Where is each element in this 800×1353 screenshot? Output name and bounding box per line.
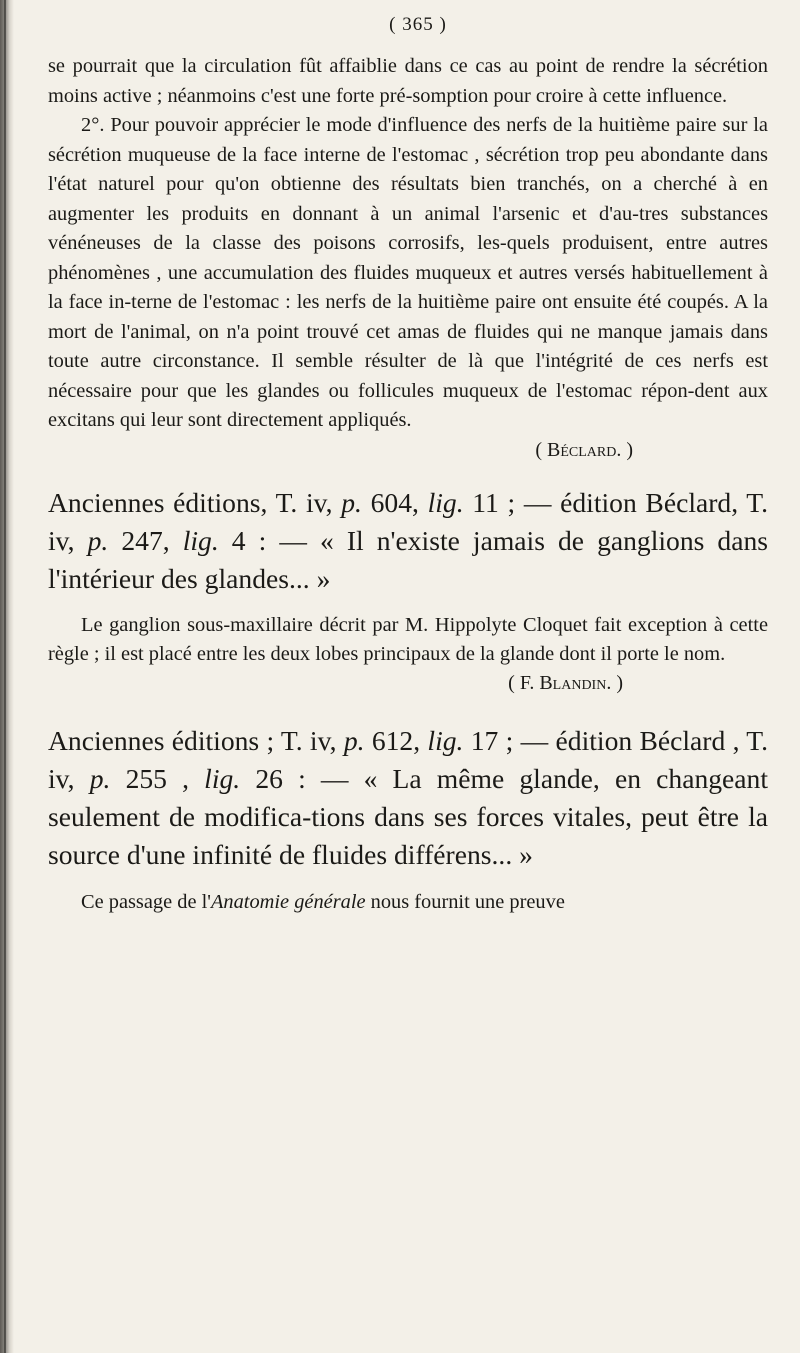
line-abbr-4: lig. <box>204 762 241 794</box>
page-number: ( 365 ) <box>389 14 447 35</box>
page-abbr-4: p. <box>89 762 111 794</box>
page-value: 604, <box>361 486 428 518</box>
quote-text-2: 26 : — « La même glande, en changeant seulement de modifica-tions dans ses forces vitales, peut être la source d'une infinité de fluides différens... » <box>48 762 769 870</box>
paragraph-continuation: se pourrait que la circulation fût affaiblie dans ce cas au point de rendre la sécrétion moins active ; néanmoins c'est une forte pré-somption pour croire à cette influence. <box>48 55 768 107</box>
citation-text-2: Anciennes éditions ; T. iv, <box>48 724 344 756</box>
note-ganglion: Le ganglion sous-maxillaire décrit par M. Hippolyte Cloquet fait exception à cette règle ; il est placé entre les deux lobes principaux de la glande dont il porte le nom. <box>48 613 768 665</box>
page-abbr: p. <box>341 486 362 518</box>
paragraph-numbered-2: 2°. Pour pouvoir apprécier le mode d'influence des nerfs de la huitième paire sur la sécrétion muqueuse de la face interne de l'estomac , sécrétion trop peu abondante dans l'état naturel pour qu'on obtienne des résultats bien tranchés, on a cherché à en augmenter les produits en donnant à un animal l'arsenic et d'au-tres substances vénéneuses de la classe des poisons corrosifs, les-quels produisent, entre autres phénomènes , une accumulation des fluides muqueux et autres versés habituellement à la face in-terne de l'estomac : les nerfs de la huitième paire ont ensuite été coupés. A la mort de l'animal, on n'a point trouvé cet amas de fluides qui ne manque jamais dans toute autre circonstance. Il semble résulter de là que l'intégrité de ces nerfs est nécessaire pour que les glandes ou follicules muqueux de l'estomac répon-dent aux excitans qui leur sont directement appliqués. <box>48 114 768 431</box>
page-binding-edge <box>0 0 14 1353</box>
page-value-4: 255 , <box>110 762 205 794</box>
book-title: Anatomie générale <box>210 890 366 913</box>
page-value-2: 247, <box>108 524 183 556</box>
citation-text: Anciennes éditions, T. iv, <box>48 486 342 518</box>
line-value: 11 ; — édition Béclard, T. iv, <box>48 486 769 556</box>
line-value-3: 17 ; — édition Béclard , T. iv, <box>48 724 768 794</box>
citation-glande <box>48 722 768 874</box>
attribution-blandin: ( F. Blandin. ) <box>508 671 623 694</box>
citation-ganglions <box>48 484 768 598</box>
attribution-beclard: ( Béclard. ) <box>535 438 633 461</box>
line-abbr: lig. <box>427 486 464 518</box>
closing-text-end: nous fournit une preuve <box>365 890 565 913</box>
book-page <box>48 14 768 917</box>
binding-line <box>4 0 6 1353</box>
closing-line <box>48 888 768 917</box>
page-value-3: 612, <box>364 724 428 756</box>
page-abbr-2: p. <box>87 524 109 556</box>
closing-text: Ce passage de l' <box>81 890 211 913</box>
quote-text: 4 : — « Il n'existe jamais de ganglions dans l'intérieur des glandes... » <box>48 524 768 594</box>
line-abbr-3: lig. <box>427 724 464 756</box>
page-abbr-3: p. <box>343 724 365 756</box>
line-abbr-2: lig. <box>182 524 219 556</box>
